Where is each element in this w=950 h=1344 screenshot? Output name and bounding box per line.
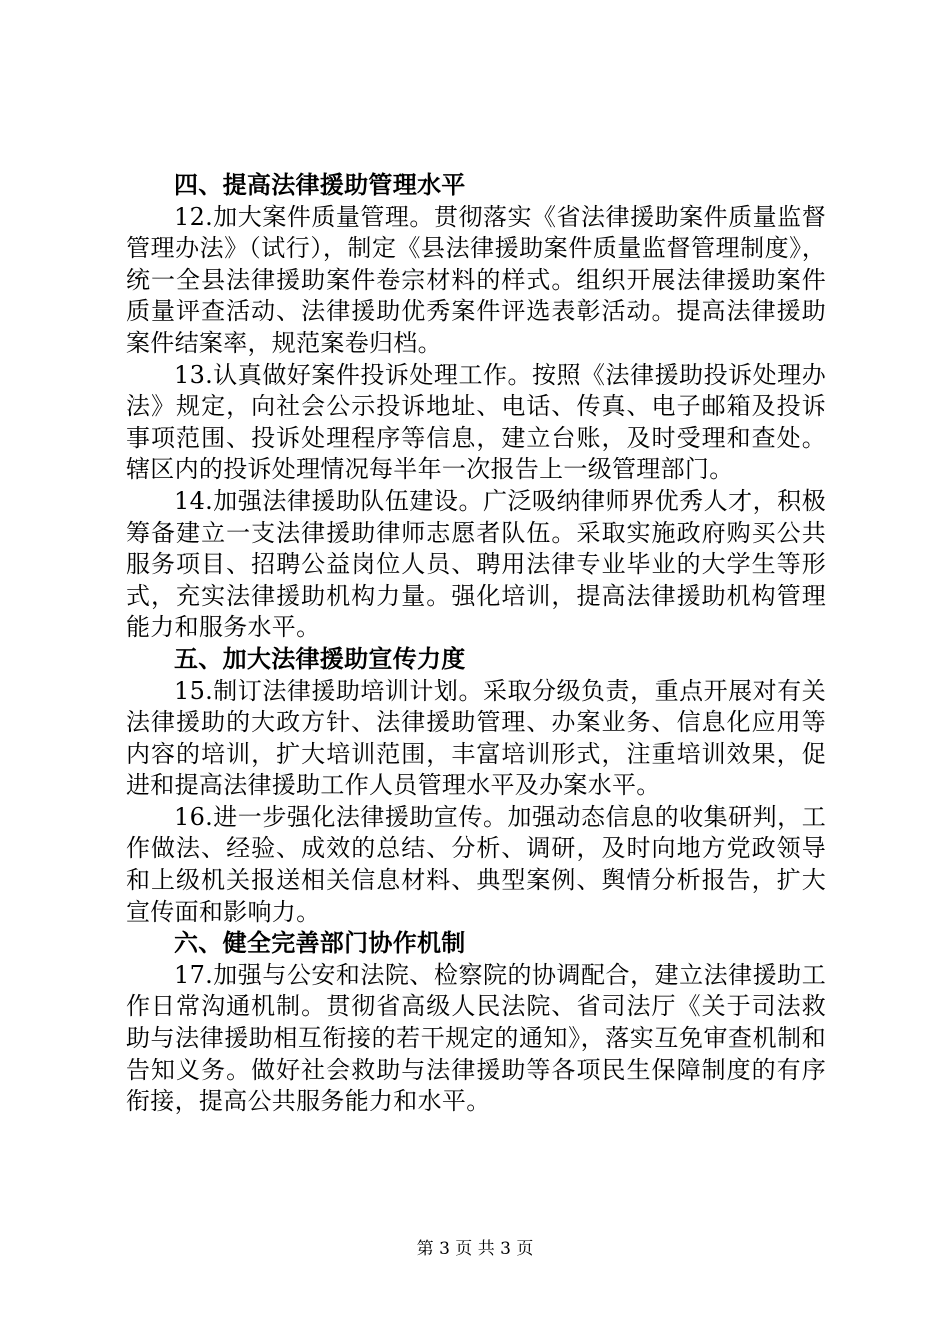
section-heading-5: 五、加大法律援助宣传力度 (174, 644, 466, 673)
section-heading-4: 四、提高法律援助管理水平 (174, 171, 466, 199)
page-footer (0, 1234, 950, 1259)
paragraph-16: 16.进一步强化法律援助宣传。加强动态信息的收集研判，工作做法、经验、成效的总结、分析、调研，及时向地方党政领导和上级机关报送相关信息材料、典型案例、舆情分析报告，扩大宣传面和影响力。 (126, 802, 826, 926)
page-number-label: 第 3 页 共 3 页 (416, 1239, 534, 1259)
paragraph-13: 13.认真做好案件投诉处理工作。按照《法律援助投诉处理办法》规定，向社会公示投诉地址、电话、传真、电子邮箱及投诉事项范围、投诉处理程序等信息，建立台账，及时受理和查处。辖区内的投诉处理情况每半年一次报告上一级管理部门。 (126, 360, 826, 484)
paragraph-17: 17.加强与公安和法院、检察院的协调配合，建立法律援助工作日常沟通机制。贯彻省高级人民法院、省司法厅《关于司法救助与法律援助相互衔接的若干规定的通知》，落实互免审查机制和告知义务。做好社会救助与法律援助等各项民生保障制度的有序衔接，提高公共服务能力和水平。 (126, 960, 826, 1116)
paragraph-15: 15.制订法律援助培训计划。采取分级负责，重点开展对有关法律援助的大政方针、法律援助管理、办案业务、信息化应用等内容的培训，扩大培训范围，丰富培训形式，注重培训效果，促进和提高法律援助工作人员管理水平及办案水平。 (126, 676, 826, 800)
section-heading-6: 六、健全完善部门协作机制 (174, 929, 466, 958)
document-body (126, 170, 826, 1118)
paragraph-12: 12.加大案件质量管理。贯彻落实《省法律援助案件质量监督管理办法》（试行），制定《县法律援助案件质量监督管理制度》，统一全县法律援助案件卷宗材料的样式。组织开展法律援助案件质量评查活动、法律援助优秀案件评选表彰活动。提高法律援助案件结案率，规范案卷归档。 (126, 202, 826, 357)
paragraph-14: 14.加强法律援助队伍建设。广泛吸纳律师界优秀人才，积极筹备建立一支法律援助律师志愿者队伍。采取实施政府购买公共服务项目、招聘公益岗位人员、聘用法律专业毕业的大学生等形式，充实法律援助机构力量。强化培训，提高法律援助机构管理能力和服务水平。 (126, 486, 826, 642)
